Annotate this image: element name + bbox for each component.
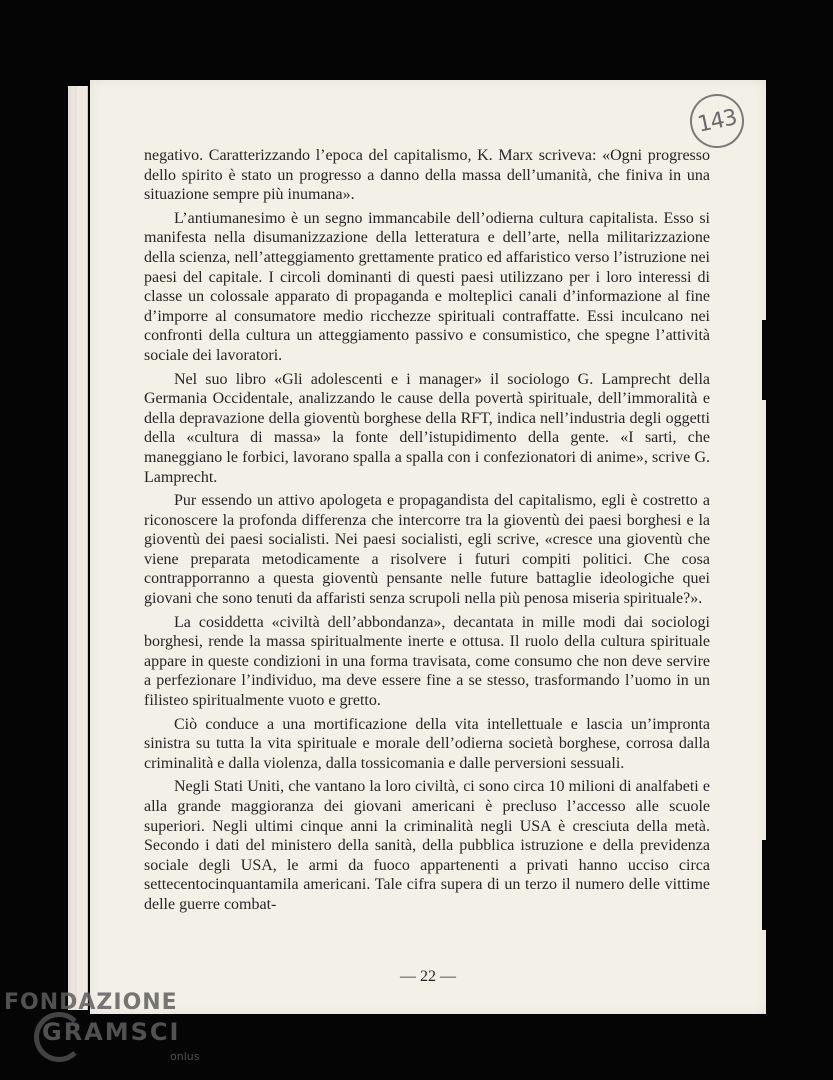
watermark-gramsci-text: GRAMSCI	[42, 1018, 181, 1046]
paragraph: Pur essendo un attivo apologeta e propagandista del capitalismo, egli è costretto a riconoscere la profonda differenza che intercorre tra la gioventù dei paesi borghesi e la gioventù dei paesi socialisti. Nei paesi socialisti, egli scrive, «cresce una gioventù che viene preparata metodicamente a risolvere i futuri compiti politici. Che cosa contrapporranno a questa gioventù pensante nelle future battaglie ideologiche quei giovani che sono tenuti da affaristi senza scrupoli nella più penosa miseria spirituale?».	[144, 492, 710, 608]
page-edge	[77, 86, 88, 1010]
paragraph: Nel suo libro «Gli adolescenti e i manager» il sociologo G. Lamprecht della Germania Occidentale, analizzando le cause della povertà spirituale, dell’immoralità e della depravazione della gioventù borghese della RFT, indica nell’industria degli oggetti della «cultura di massa» la fonte dell’istupidimento della gente. «I sarti, che maneggiano le forbici, lavorano spalla a spalla con i confezionatori di anime», scrive G. Lamprecht.	[144, 370, 710, 486]
paragraph: Ciò conduce a una mortificazione della vita intellettuale e lascia un’impronta sinistra su tutta la vita spirituale e morale dell’odierna società borghese, corrosa dalla criminalità e dalla violenza, dalla tossicomania e dalle perversioni sessuali.	[144, 715, 710, 772]
document-page	[90, 80, 766, 1014]
watermark-onlus-text: onlus	[170, 1050, 200, 1063]
document-page-stack	[68, 80, 766, 1014]
paragraph: La cosiddetta «civiltà dell’abbondanza», decantata in mille modi dai sociologi borghesi, rende la massa spiritualmente inerte e ottusa. Il ruolo della cultura spirituale appare in queste condizioni in una forma travisata, come consumo che non deve servire a perfezionare l’individuo, ma deve essere fine a se stesso, trasformando l’uomo in un filisteo spiritualmente vuoto e gretto.	[144, 613, 710, 710]
page-notch	[762, 840, 770, 930]
paragraph: negativo. Caratterizzando l’epoca del capitalismo, K. Marx scriveva: «Ogni progresso dello spirito è stato un progresso a danno della massa dell’umanità, che finiva in una situazione sempre più inumana».	[144, 147, 710, 204]
page-notch	[762, 320, 770, 400]
paragraph: L’antiumanesimo è un segno immancabile dell’odierna cultura capitalista. Esso si manifesta nella disumanizzazione della letteratura e dell’arte, nella militarizzazione della scienza, nell’atteggiamento grettamente pratico ed affaristico verso l’istruzione nei paesi del capitale. I circoli dominanti di questi paesi utilizzano per i loro interessi di classe un colossale apparato di propaganda e molteplici canali d’informazione al fine d’imporre al consumatore medio ricchezze spirituali contraffatte. Essi inculcano nei confronti della cultura un atteggiamento passivo e consumistico, che spegne l’attività sociale dei lavoratori.	[144, 209, 710, 364]
body-text	[144, 146, 710, 919]
paragraph: Negli Stati Uniti, che vantano la loro civiltà, ci sono circa 10 milioni di analfabeti e alla grande maggioranza dei giovani americani è precluso l’accesso alle scuole superiori. Negli ultimi cinque anni la criminalità negli USA è cresciuta della metà. Secondo i dati del ministero della sanità, della pubblica istruzione e della previdenza sociale degli USA, le armi da fuoco appartenenti a privati hanno ucciso circa settecentocinquantamila americani. Tale cifra supera di un terzo il numero delle vittime delle guerre combat-	[144, 778, 710, 913]
page-number: — 22 —	[400, 968, 456, 985]
watermark-foundation-text: FONDAZIONE	[4, 990, 178, 1015]
archive-number-stamp: 143	[685, 89, 749, 153]
watermark-logo	[4, 990, 200, 1063]
